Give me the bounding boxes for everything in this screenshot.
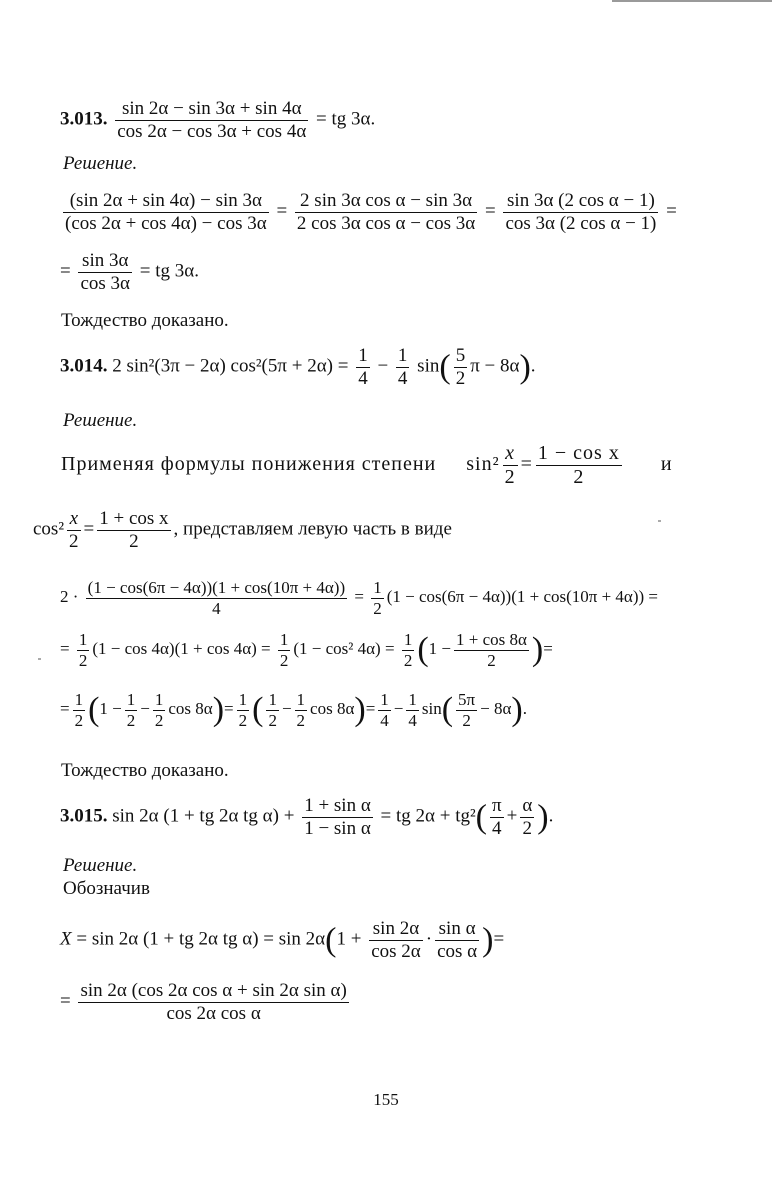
- page-number: 155: [373, 1090, 399, 1109]
- problem-3014-statement: 3.014. 2 sin²(3π − 2α) cos²(5π + 2α) = $\frac{1}{4}$ − $\frac{1}{4}$ sin( $\frac{5}{2}$ π − 8α).: [60, 345, 536, 389]
- scan-speck: [38, 658, 41, 660]
- problem-3014-text1: Применяя формулы понижения степени sin² $\frac{x}{2}$ = $\frac{\text{1 − cos x}}{2}$ и: [61, 442, 673, 488]
- problem-number: 3.014.: [60, 355, 108, 377]
- problem-number: 3.013.: [60, 108, 108, 130]
- problem-3013-step2: = $\frac{\sin 3\alpha}{\cos 3\alpha}$ = tg 3α.: [60, 250, 199, 294]
- problem-3014-line3: = $\frac{1}{2}$ (1 − $\frac{1}{2}$ − $\frac{1}{2}$ cos 8α)= $\frac{1}{2}$ ( $\frac{1}{2}$ − $\frac{1}{2}$ cos 8α)= $\frac{1}{4}$ − $\frac{1}{4}$ sin( $\frac{5\pi}{2}$ − 8α).: [60, 690, 527, 730]
- solution-label: Решение.: [63, 153, 138, 174]
- solution-label: Решение.: [63, 855, 138, 876]
- proved-text: Тождество доказано.: [61, 760, 229, 781]
- problem-number: 3.015.: [60, 805, 108, 827]
- denote-text: Обозначив: [63, 878, 150, 899]
- problem-3014-line1: 2 · $\frac{(1 - \cos(6\pi - 4\alpha))(1 + \cos(10\pi + 4\alpha))}{4}$ = $\frac{1}{2}$ (1 − cos(6π − 4α))(1 + cos(10π + 4α)) =: [60, 578, 658, 618]
- problem-3015-last-line: = $\frac{\text{sin 2α (cos 2α cos α + sin 2α sin α)}}{\text{cos 2α cos α}}$: [60, 980, 347, 1024]
- problem-3014-text2: cos² $\frac{x}{2}$ = $\frac{\text{1 + cos x}}{2}$ , представляем левую часть в виде: [33, 508, 452, 552]
- top-edge-rule: [612, 0, 772, 2]
- problem-3015-x-line: X = sin 2α (1 + tg 2α tg α) = sin 2α(1 + $\frac{\sin 2\alpha}{\cos 2\alpha}$ · $\frac{\text{sin α}}{\text{cos α}}$ )=: [60, 918, 505, 962]
- solution-label: Решение.: [63, 410, 138, 431]
- problem-3015-statement: 3.015. sin 2α (1 + tg 2α tg α) + $\frac{\text{1 + sin α}}{\text{1 − sin α}}$ = tg 2α + tg²( $\frac{\pi}{4}$ + $\frac{\alpha}{2}$ ).: [60, 795, 554, 839]
- problem-3014-line2: = $\frac{1}{2}$ (1 − cos 4α)(1 + cos 4α) = $\frac{1}{2}$ (1 − cos² 4α) = $\frac{1}{2}$ (1 − $\frac{1 + \cos 8\alpha}{2}$ )=: [60, 630, 553, 670]
- fraction: $\frac{\sin 2\alpha - \sin 3\alpha + \sin 4\alpha}{\cos 2\alpha - \cos 3\alpha + \cos 4\alpha}$: [117, 98, 307, 142]
- rhs: = tg 3α.: [316, 108, 376, 130]
- proved-text: Тождество доказано.: [61, 310, 229, 331]
- problem-3013-statement: [60, 98, 375, 143]
- scan-speck: [658, 520, 661, 522]
- problem-3013-step1: $\frac{(\sin 2\alpha + \sin 4\alpha) - \sin 3\alpha}{(\cos 2\alpha + \cos 4\alpha) - \cos 3\alpha}$ = $\frac{\text{2 sin 3α cos α − sin 3α}}{\text{2 cos 3α cos α − cos 3α}}$ = $\frac{\text{sin 3α (2 cos α − 1)}}{\text{cos 3α (2 cos α − 1)}}$ =: [65, 190, 677, 234]
